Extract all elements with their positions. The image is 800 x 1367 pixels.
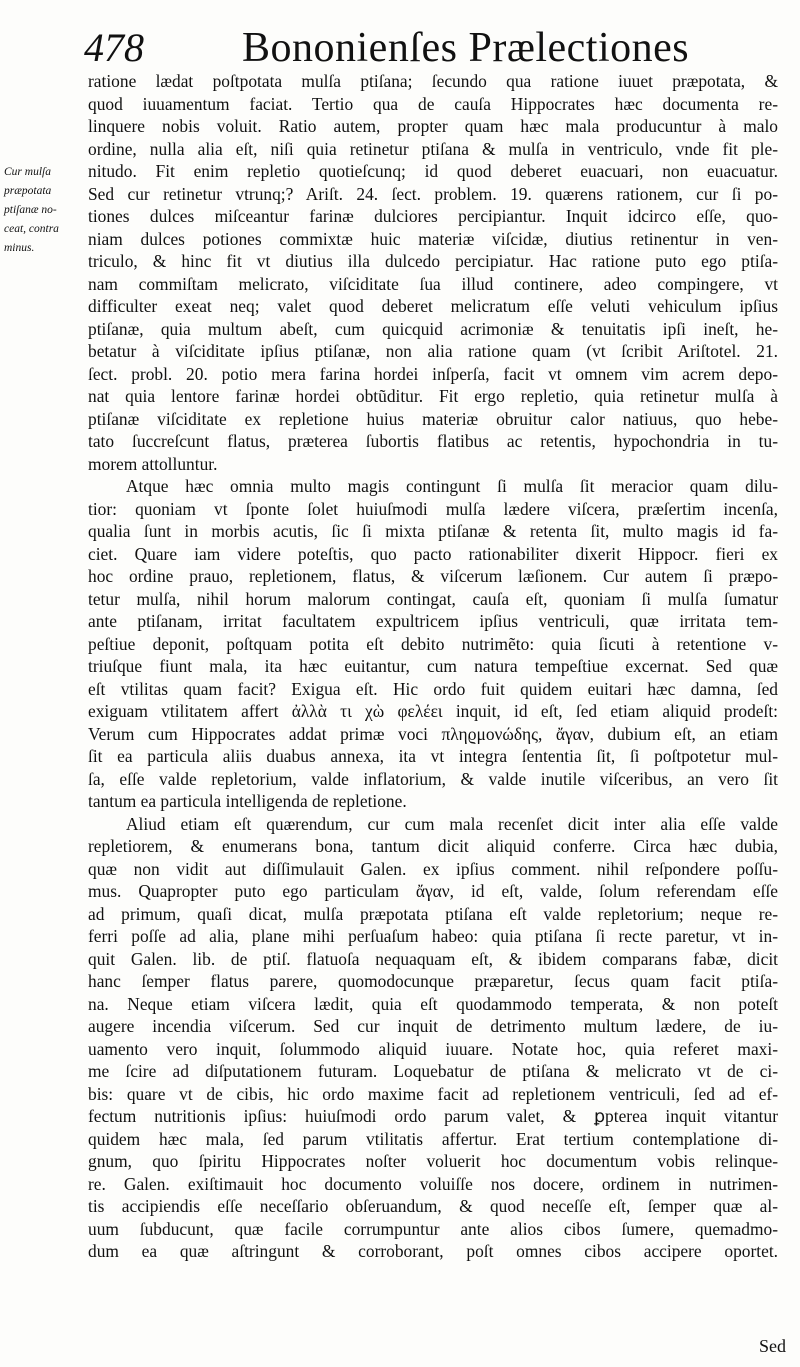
marginal-note [4,163,82,258]
text-line: linquere nobis voluit. Ratio autem, propter quam hæc mala producuntur à malo [88,116,778,136]
marginal-note-line: minus. [4,242,35,254]
text-line: Atque hæc omnia multo magis contingunt ſi mulſa ſit meracior quam dilu- [126,476,778,496]
text-line: gnum, quo ſpiritu Hippocrates noſter voluerit hoc documentum vobis relinque- [88,1151,778,1171]
text-line: uamento vero inquit, ſolummodo aliquid iuuare. Notate hoc, quia referet maxi- [88,1038,778,1059]
marginal-note-line: ptiſanæ no- [4,204,57,216]
text-line: triuſque fiunt mala, ita hæc euitantur, cum natura tempeſtiue excernat. Sed quæ [88,656,778,676]
text-line: eſt vtilitas quam facit? Exigua eſt. Hic ordo fuit quidem euitari hæc damna, ſed [88,678,778,699]
text-line: hanc ſemper flatus parere, quomodocunque præparetur, ſecus quam facit ptiſa- [88,971,778,991]
text-line: Aliud etiam eſt quærendum, cur cum mala recenſet dicit inter alia eſſe valde [126,813,778,834]
text-line: ratione lædat poſtpotata mulſa ptiſana; ſecundo qua ratione iuuet præpotata, & [88,71,778,91]
text-line: ptiſanæ viſciditate ex repletione huius materiæ obruitur calor natiuus, quo hebe- [88,408,778,429]
text-line: ſect. probl. 20. potio mera farina hordei inſperſa, facit vt omnem vim acrem depo- [88,363,778,384]
text-line: ſit ea particula aliis duabus annexa, ita vt integra ſententia ſit, ſi poſtpotetur mul- [88,746,778,766]
text-line: dum ea quæ aſtringunt & corroborant, poſt omnes cibos accipere oportet. [88,1241,778,1261]
text-line: ciet. Quare iam videre poteſtis, quo pacto rationabiliter dixerit Hippocr. fieri ex [88,543,778,564]
text-line: difficulter exeat neq; valet quod deberet melicratum eſſe veluti vehiculum ipſius [88,296,778,316]
marginal-note-line: præpotata [4,185,52,197]
text-line: uum ſubducunt, quæ facile corrumpuntur ante alios cibos ſumere, quemadmo- [88,1218,778,1239]
text-line: triculo, & hinc fit vt diutius illa dulcedo percipiatur. Hac ratione puto ego ptiſa- [88,251,778,271]
text-line: tato ſuccreſcunt flatus, præterea ſubortis flatibus ac retentis, hypochondria in tu- [88,431,778,451]
text-line: hoc ordine prauo, repletionem, flatus, & viſcerum læſionem. Cur autem ſi præpo- [88,566,778,586]
text-line: ordine, nulla alia eſt, niſi quia retinetur ptiſana & mulſa in ventriculo, vnde fit ple- [88,138,778,159]
text-line: tior: quoniam vt ſponte ſolet huiuſmodi mulſa lædere viſcera, præſertim incenſa, [88,498,778,519]
marginal-note-line: ceat, contra [4,223,59,235]
text-line: me ſcire ad diſputationem futuram. Loquebatur de ptiſana & melicrato vt de ci- [88,1061,778,1081]
text-line: bis: quare vt de cibis, hic ordo maxime facit ad repletionem ventriculi, ſed ad ef- [88,1083,778,1104]
page-number: 478 [84,25,144,70]
text-line: quod iuuamentum faciat. Tertio qua de cauſa Hippocrates hæc documenta re- [88,93,778,114]
text-line: tiones dulces miſceantur farinæ dulciores percipiantur. Inquit idcirco eſſe, quo- [88,206,778,226]
text-line: tantum ea particula intelligenda de repletione. [88,791,407,811]
text-line: tetur mulſa, nihil horum malorum contingat, cauſa eſt, quoniam ſi mulſa ſumatur [88,588,778,609]
text-line: repletiorem, & enumerans bona, tantum dicit aliquid conferre. Circa hæc dubia, [88,836,778,856]
body-text [88,70,778,1285]
text-line: niam dulces potiones commixtæ huic materiæ viſcidæ, diutius retinentur in ven- [88,228,778,249]
text-line: fectum nutritionis ipſius: huiuſmodi ordo parum valet, & ꝑpterea inquit vitantur [88,1106,778,1126]
text-line: mus. Quapropter puto ego particulam ἄγαν, id eſt, valde, ſolum referendam eſſe [88,881,778,901]
text-line: qualia ſunt in morbis acutis, ſic ſi mixta ptiſanæ & retenta ſit, multo magis id fa- [88,521,778,541]
text-line: ferri poſſe ad alia, plane mihi perſuaſum habeo: quia ptiſana ſi recte paretur, vt in- [88,926,778,946]
page-header [80,14,780,74]
text-line: nam commiſtam melicrato, viſciditate ſua illud continere, adeo compingere, vt [88,273,778,294]
text-line: ptiſanæ, quia multum abeſt, cum quicquid acrimoniæ & tenuitatis ipſi ineſt, he- [88,318,778,339]
text-line [88,1263,778,1286]
text-line: augere incendia viſcerum. Sed cur inquit de detrimento multum lædere, de iu- [88,1016,778,1036]
marginal-note-line: Cur mulſa [4,166,51,178]
text-line: quæ non vidit aut diſſimulauit Galen. ex ipſius comment. nihil reſpondere poſſu- [88,858,778,879]
text-line: quidem hæc mala, ſed parum vtilitatis affertur. Erat tertium contemplatione di- [88,1128,778,1149]
text-line: tis accipiendis eſſe neceſſario obſeruandum, & quod neceſſe eſt, ſemper quæ al- [88,1196,778,1216]
text-line: ſa, eſſe valde repletorium, valde inflatorium, & valde inutile viſceribus, an vero ſit [88,768,778,789]
catchword: Sed [759,1336,786,1356]
text-line: quit Galen. lib. de ptiſ. flatuoſa nequaquam eſt, & ibidem comparans fabæ, dicit [88,948,778,969]
text-line: nitudo. Fit enim repletio quotieſcunq; id quod deberet euacuari, non euacuatur. [88,161,778,181]
text-line: Verum cum Hippocrates addat primæ voci πληϱμονώδης, ἄγαν, dubium eſt, an etiam [88,723,778,744]
text-line: ante ptiſanam, irritat facultatem expultricem ipſius ventriculi, quæ irritata tem- [88,611,778,631]
text-line: exiguam vtilitatem affert ἀλλὰ τι χὼ φελέει inquit, id eſt, ſed etiam aliquid prodeſt: [88,701,778,721]
text-line: nat quia lentore farinæ hordei obtũditur. Fit ergo repletio, quia retinetur mulſa à [88,386,778,406]
text-line: morem attolluntur. [88,453,218,474]
text-line: ad primum, quaſi dicat, mulſa præpotata ptiſana eſt valde repletorium; neque re- [88,903,778,924]
text-line: re. Galen. exiſtimauit hoc documento voluiſſe nos docere, ordinem in nutrimen- [88,1173,778,1194]
text-line: na. Neque etiam viſcera lædit, quia eſt quodammodo temperata, & non poteſt [88,993,778,1014]
text-line: peſtiue deponit, poſtquam potita eſt debito nutrimẽto: quia ſicuti à retentione v- [88,633,778,654]
running-title: Bononienſes Prælectiones [242,25,690,71]
text-line: betatur à viſciditate ipſius ptiſanæ, non alia ratione quam (vt ſcribit Ariſtotel. 21. [88,341,778,361]
text-line: Sed cur retinetur vtrunq;? Ariſt. 24. ſect. problem. 19. quærens rationem, cur ſi po- [88,183,778,204]
